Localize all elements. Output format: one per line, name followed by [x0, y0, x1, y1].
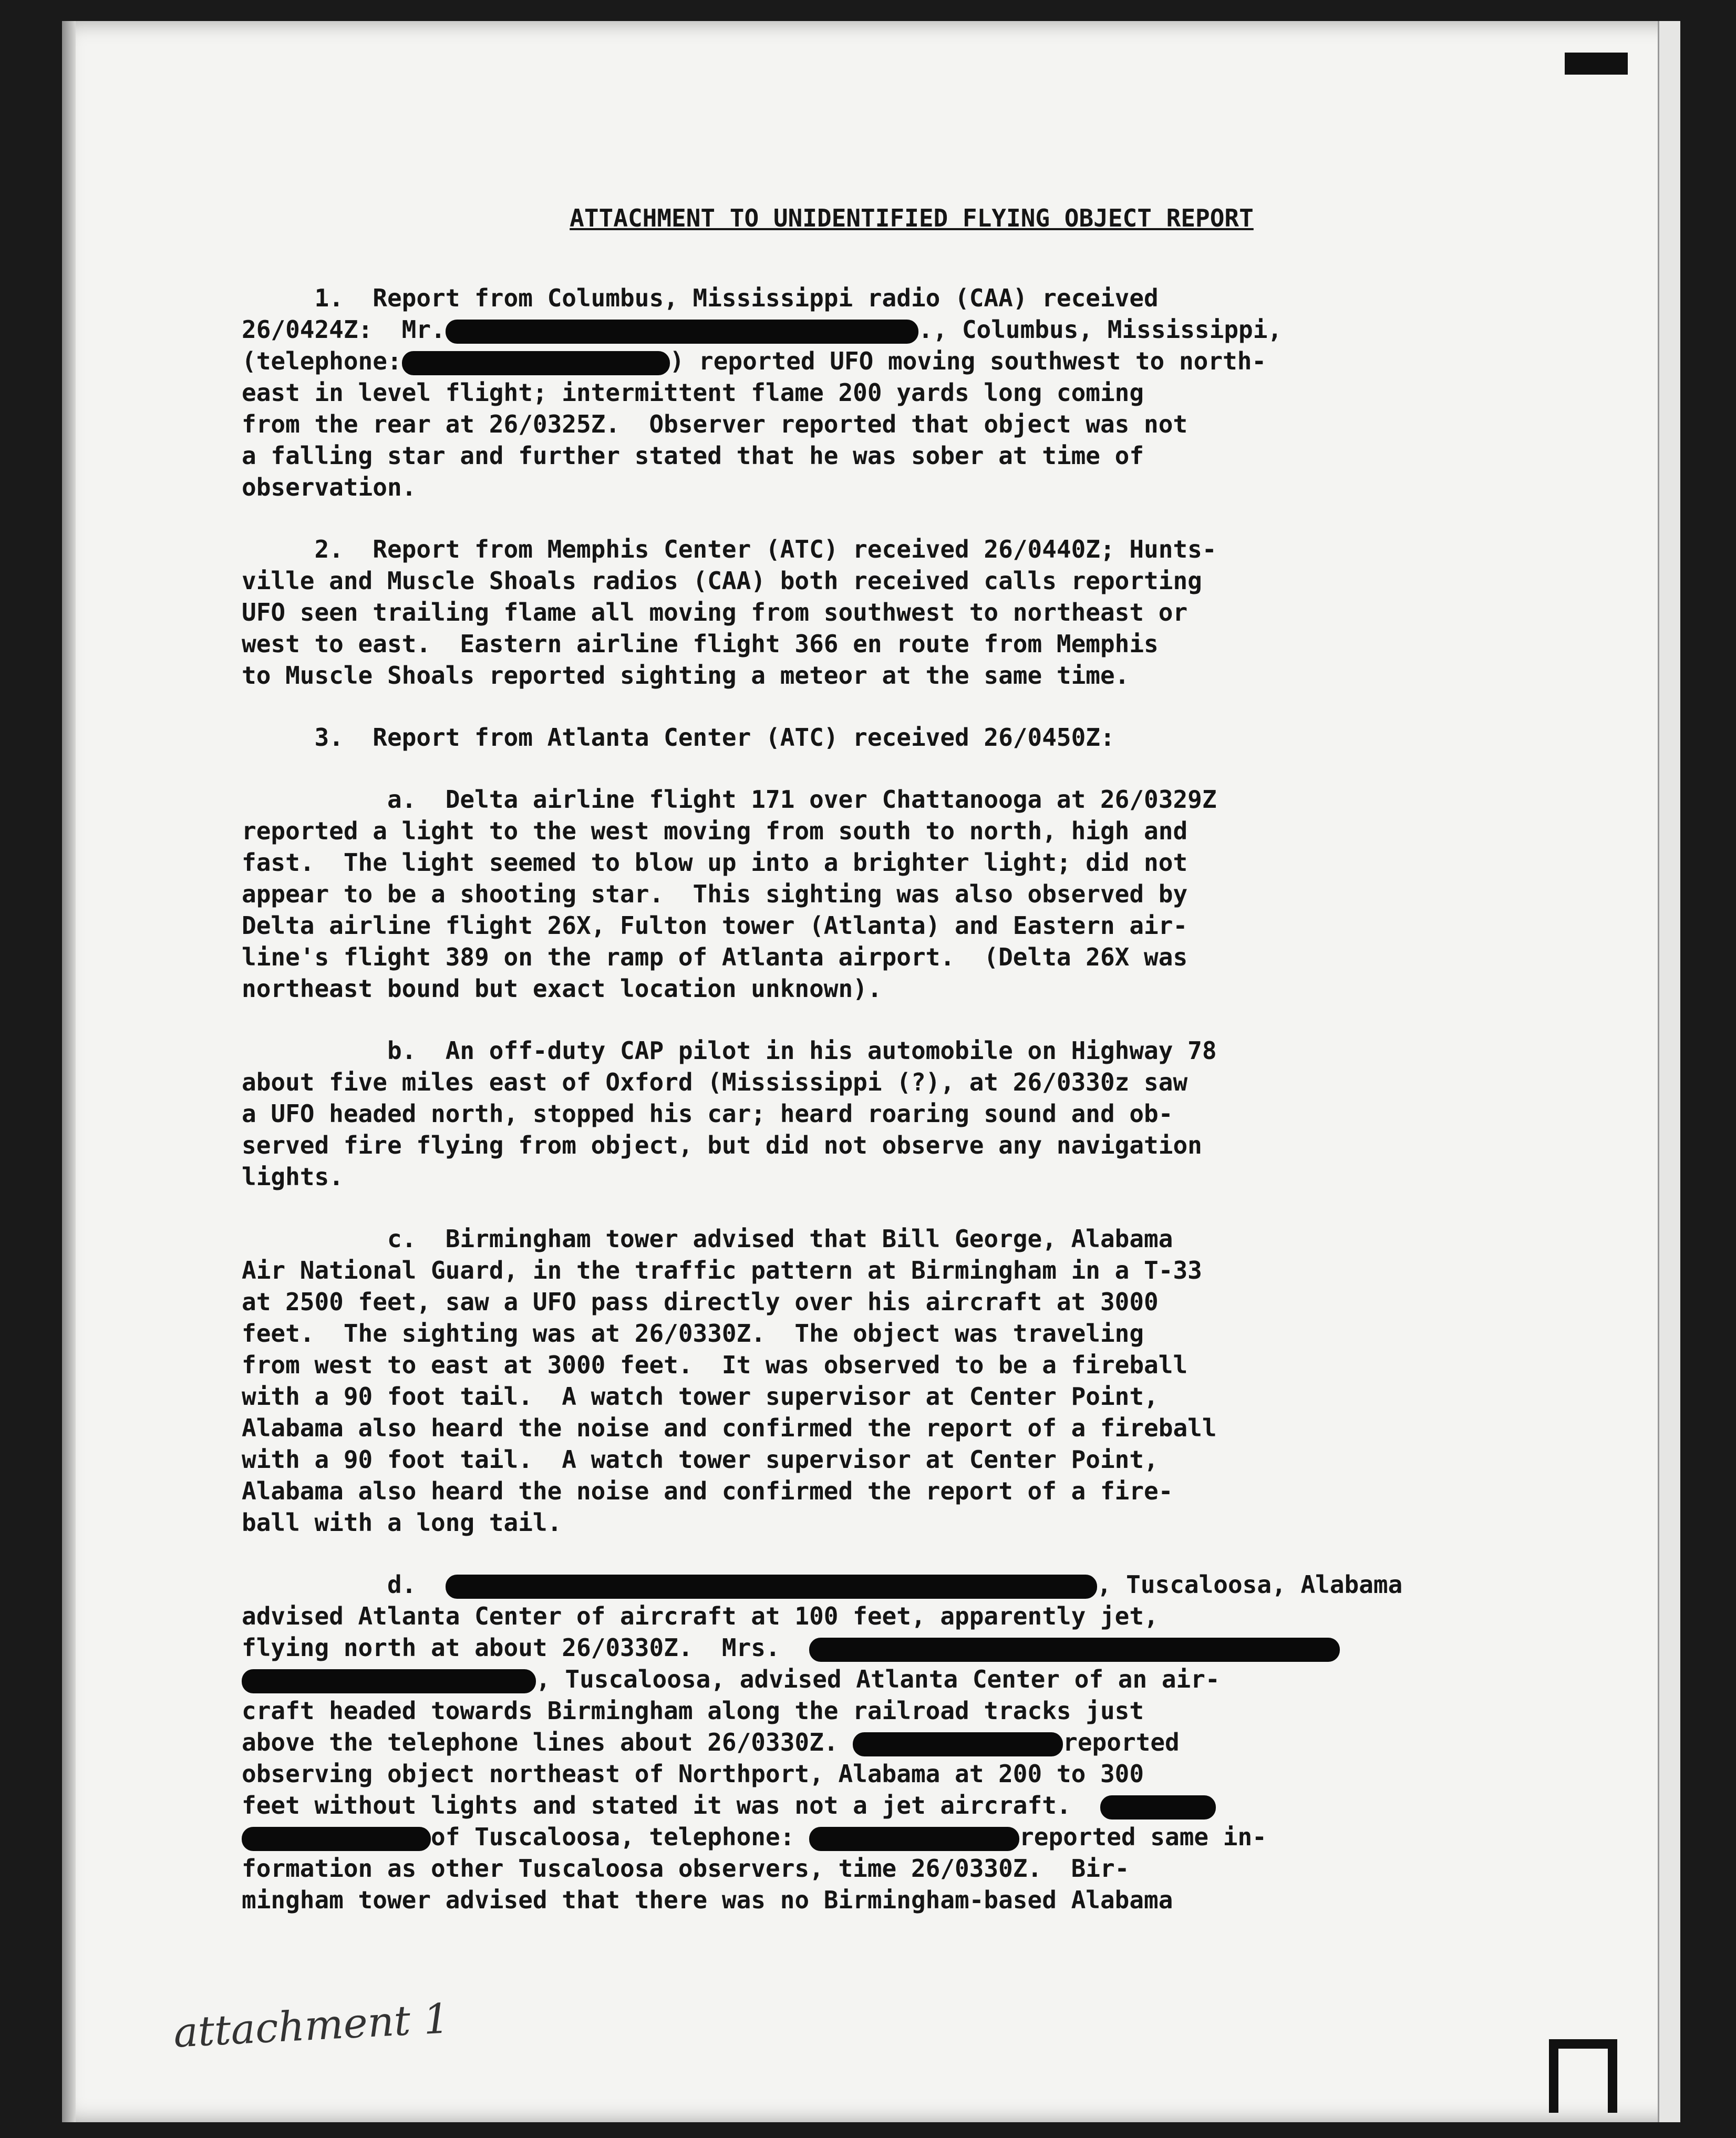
text-line: with a 90 foot tail. A watch tower supervisor at Center Point,	[242, 1445, 1159, 1474]
report-title: ATTACHMENT TO UNIDENTIFIED FLYING OBJECT REPORT	[570, 204, 1254, 232]
text-line: a UFO headed north, stopped his car; heard roaring sound and ob-	[242, 1099, 1173, 1128]
text-line	[242, 314, 1503, 345]
text-segment: d.	[242, 1570, 417, 1599]
paragraph-3c	[242, 1223, 1503, 1538]
text-line: east in level flight; intermittent flame 200 yards long coming	[242, 378, 1144, 407]
text-line: 3. Report from Atlanta Center (ATC) received 26/0450Z:	[242, 723, 1115, 752]
text-line	[242, 1569, 1503, 1600]
redaction-bar	[1100, 1795, 1216, 1820]
text-line: from the rear at 26/0325Z. Observer reported that object was not	[242, 410, 1188, 438]
text-segment: , Tuscaloosa, advised Atlanta Center of an air-	[536, 1665, 1220, 1693]
paragraph-3d	[242, 1569, 1503, 1916]
corner-mark-top	[1565, 53, 1628, 75]
text-line: about five miles east of Oxford (Mississippi (?), at 26/0330z saw	[242, 1068, 1188, 1096]
text-line: Alabama also heard the noise and confirmed the report of a fireball	[242, 1414, 1217, 1442]
page-left-edge	[62, 21, 76, 2122]
redaction-bar	[853, 1732, 1063, 1756]
text-line: from west to east at 3000 feet. It was observed to be a fireball	[242, 1351, 1188, 1379]
text-line: reported a light to the west moving from south to north, high and	[242, 817, 1188, 845]
redaction-bar	[809, 1638, 1340, 1662]
text-line: to Muscle Shoals reported sighting a meteor at the same time.	[242, 661, 1130, 690]
redaction-bar	[242, 1827, 431, 1851]
paragraph-3b	[242, 1035, 1503, 1193]
redaction-bar	[446, 1575, 1097, 1599]
text-line: mingham tower advised that there was no Birmingham-based Alabama	[242, 1886, 1173, 1914]
text-line	[242, 1663, 1503, 1695]
text-line: observation.	[242, 473, 417, 501]
text-line: line's flight 389 on the ramp of Atlanta airport. (Delta 26X was	[242, 943, 1188, 971]
text-line: ville and Muscle Shoals radios (CAA) both received calls reporting	[242, 567, 1202, 595]
text-line: 2. Report from Memphis Center (ATC) received 26/0440Z; Hunts-	[242, 535, 1217, 563]
paragraph-3	[242, 722, 1503, 753]
text-line: feet. The sighting was at 26/0330Z. The object was traveling	[242, 1319, 1144, 1348]
paragraph-2	[242, 533, 1503, 691]
text-segment: reported	[1063, 1728, 1180, 1756]
text-segment: feet without lights and stated it was not a jet aircraft.	[242, 1791, 1071, 1820]
text-segment: 26/0424Z: Mr.	[242, 315, 446, 344]
text-line: at 2500 feet, saw a UFO pass directly over his aircraft at 3000	[242, 1288, 1159, 1316]
text-line: Air National Guard, in the traffic pattern at Birmingham in a T-33	[242, 1256, 1202, 1284]
report-body	[242, 202, 1503, 1946]
text-segment: above the telephone lines about 26/0330Z.	[242, 1728, 839, 1756]
text-line: 1. Report from Columbus, Mississippi radio (CAA) received	[242, 284, 1159, 312]
text-line: craft headed towards Birmingham along the railroad tracks just	[242, 1697, 1144, 1725]
redaction-bar	[242, 1669, 536, 1693]
text-line	[242, 1632, 1503, 1663]
text-line: advised Atlanta Center of aircraft at 100 feet, apparently jet,	[242, 1602, 1159, 1630]
text-line: west to east. Eastern airline flight 366 en route from Memphis	[242, 630, 1159, 658]
redaction-bar	[402, 351, 670, 375]
text-segment: (telephone:	[242, 347, 402, 375]
text-line: a. Delta airline flight 171 over Chattanooga at 26/0329Z	[242, 785, 1217, 814]
handwritten-note: attachment 1	[172, 1995, 451, 2057]
redaction-bar	[809, 1827, 1019, 1851]
text-line: c. Birmingham tower advised that Bill George, Alabama	[242, 1225, 1173, 1253]
paragraph-1	[242, 282, 1503, 503]
corner-mark-bottom	[1549, 2039, 1617, 2113]
text-segment: reported same in-	[1019, 1823, 1267, 1851]
text-line: b. An off-duty CAP pilot in his automobile on Highway 78	[242, 1036, 1217, 1065]
text-line: UFO seen trailing flame all moving from southwest to northeast or	[242, 598, 1188, 626]
text-line: observing object northeast of Northport, Alabama at 200 to 300	[242, 1760, 1144, 1788]
text-line: Delta airline flight 26X, Fulton tower (Atlanta) and Eastern air-	[242, 911, 1188, 940]
text-segment: flying north at about 26/0330Z. Mrs.	[242, 1633, 780, 1662]
page-right-edge	[1658, 21, 1680, 2122]
text-line: a falling star and further stated that he was sober at time of	[242, 441, 1144, 470]
text-line	[242, 1790, 1503, 1821]
text-line: Alabama also heard the noise and confirmed the report of a fire-	[242, 1477, 1173, 1505]
text-line	[242, 345, 1503, 377]
text-segment: ) reported UFO moving southwest to north-	[669, 347, 1267, 375]
text-line	[242, 1821, 1503, 1853]
text-line: formation as other Tuscaloosa observers, time 26/0330Z. Bir-	[242, 1854, 1130, 1883]
text-segment: ., Columbus, Mississippi,	[918, 315, 1283, 344]
text-line: lights.	[242, 1163, 344, 1191]
text-line: with a 90 foot tail. A watch tower supervisor at Center Point,	[242, 1382, 1159, 1411]
text-segment: , Tuscaloosa, Alabama	[1097, 1570, 1403, 1599]
text-line: ball with a long tail.	[242, 1508, 562, 1537]
paragraph-3a	[242, 784, 1503, 1004]
text-line: appear to be a shooting star. This sighting was also observed by	[242, 880, 1188, 908]
text-line	[242, 1726, 1503, 1758]
text-line: fast. The light seemed to blow up into a brighter light; did not	[242, 848, 1188, 877]
redaction-bar	[446, 320, 918, 344]
text-line: served fire flying from object, but did not observe any navigation	[242, 1131, 1202, 1159]
text-segment: of Tuscaloosa, telephone:	[431, 1823, 795, 1851]
text-line: northeast bound but exact location unknown).	[242, 974, 882, 1003]
